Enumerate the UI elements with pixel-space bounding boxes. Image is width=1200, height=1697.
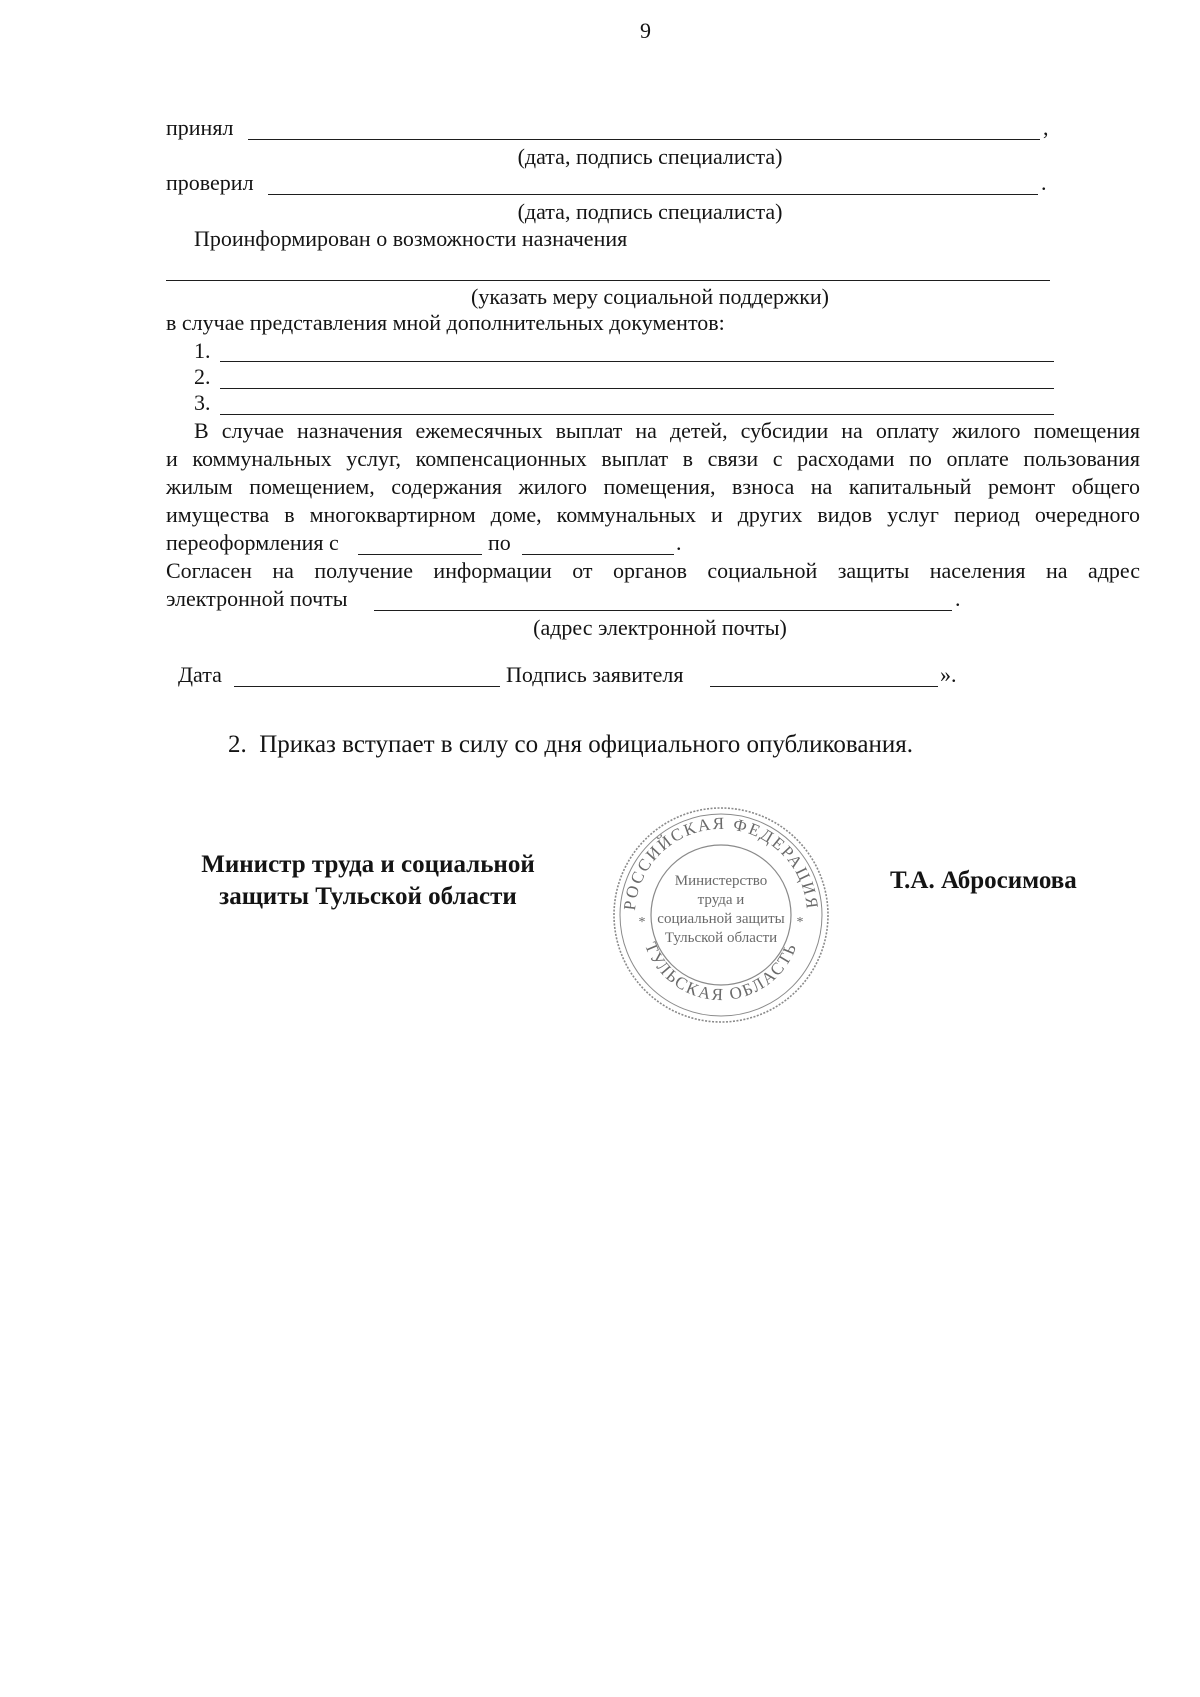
email-label: электронной почты bbox=[166, 586, 348, 611]
seal-inner-text: Тульской области bbox=[664, 930, 778, 946]
accepted-label: принял bbox=[166, 115, 234, 140]
seal-inner-text: Министерство bbox=[674, 873, 768, 889]
seal-inner-text: социальной защиты bbox=[657, 911, 785, 927]
signatory-position-line: защиты Тульской области bbox=[219, 883, 517, 910]
paragraph-line: и коммунальных услуг, компенсационных выплат в связи с расходами по оплате пользования bbox=[166, 446, 1140, 471]
doc-item-number: 2. bbox=[194, 364, 211, 389]
measure-line[interactable] bbox=[166, 280, 1050, 281]
reregistration-to-label: по bbox=[488, 530, 511, 555]
accepted-signature-line[interactable] bbox=[248, 139, 1040, 140]
seal-star: * bbox=[796, 915, 804, 930]
email-field-line[interactable] bbox=[374, 610, 952, 611]
checked-punctuation: . bbox=[1041, 170, 1047, 195]
reregistration-label: переоформления с bbox=[166, 530, 339, 555]
doc-item-line[interactable] bbox=[220, 388, 1054, 389]
checked-label: проверил bbox=[166, 170, 254, 195]
paragraph-line: В случае назначения ежемесячных выплат на детей, субсидии на оплату жилого помещения bbox=[194, 418, 1140, 443]
doc-item-line[interactable] bbox=[220, 414, 1054, 415]
page-number: 9 bbox=[640, 18, 651, 43]
email-caption: (адрес электронной почты) bbox=[533, 615, 787, 640]
signatory-position-line: Министр труда и социальной bbox=[201, 851, 535, 878]
seal-star: * bbox=[638, 915, 646, 930]
additional-docs-text: в случае представления мной дополнительных документов: bbox=[166, 310, 725, 335]
order-clause: 2. Приказ вступает в силу со дня официального опубликования. bbox=[228, 731, 913, 758]
consent-line: Согласен на получение информации от органов социальной защиты населения на адрес bbox=[166, 558, 1140, 583]
accepted-punctuation: , bbox=[1043, 115, 1049, 140]
paragraph-line: жилым помещением, содержания жилого помещения, взноса на капитальный ремонт общего bbox=[166, 474, 1140, 499]
official-seal-icon bbox=[608, 802, 834, 1028]
seal-outer-top-text: РОССИЙСКАЯ ФЕДЕРАЦИЯ bbox=[620, 813, 823, 912]
reregistration-from-field[interactable] bbox=[358, 554, 482, 555]
checked-caption: (дата, подпись специалиста) bbox=[517, 199, 783, 224]
date-label: Дата bbox=[178, 662, 222, 687]
reregistration-to-field[interactable] bbox=[522, 554, 674, 555]
checked-signature-line[interactable] bbox=[268, 194, 1038, 195]
seal-inner-text: труда и bbox=[697, 892, 745, 908]
doc-item-number: 1. bbox=[194, 338, 211, 363]
signature-label: Подпись заявителя bbox=[506, 662, 684, 687]
signature-field-line[interactable] bbox=[710, 686, 938, 687]
measure-caption: (указать меру социальной поддержки) bbox=[471, 284, 829, 309]
email-punctuation: . bbox=[955, 586, 961, 611]
doc-item-line[interactable] bbox=[220, 361, 1054, 362]
informed-text: Проинформирован о возможности назначения bbox=[194, 226, 628, 251]
date-field-line[interactable] bbox=[234, 686, 500, 687]
seal-outer-bottom-text: ТУЛЬСКАЯ ОБЛАСТЬ bbox=[641, 939, 801, 1005]
doc-item-number: 3. bbox=[194, 390, 211, 415]
reregistration-punctuation: . bbox=[676, 530, 682, 555]
signatory-name: Т.А. Абросимова bbox=[890, 867, 1077, 894]
paragraph-line: имущества в многоквартирном доме, коммунальных и других видов услуг период очередного bbox=[166, 502, 1140, 527]
signature-closing: ». bbox=[940, 662, 957, 687]
accepted-caption: (дата, подпись специалиста) bbox=[517, 144, 783, 169]
